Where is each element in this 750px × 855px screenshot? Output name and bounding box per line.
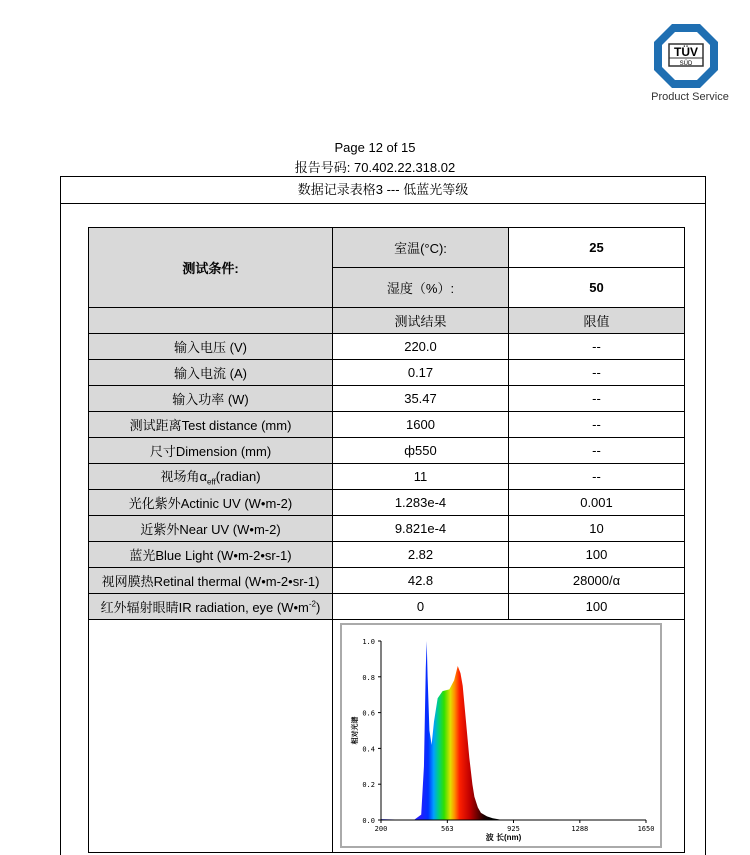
y-tick-label: 0.4 [362, 745, 375, 754]
table-row: 视场角$\alpha_{eff}(radian)$ 11 -- [89, 464, 685, 490]
x-axis-label: 波 长(nm) [485, 833, 522, 842]
col-result: 测试结果 [333, 308, 509, 334]
y-tick-label: 1.0 [362, 638, 375, 646]
table-row: 视网膜热Retinal thermal (W•m-2•sr-1) 42.8 28000/α [89, 568, 685, 594]
table-row: 尺寸Dimension (mm) ф550 -- [89, 438, 685, 464]
table-row: 测试距离Test distance (mm) 1600 -- [89, 412, 685, 438]
y-tick-label: 0.6 [362, 709, 375, 718]
table-row: 输入功率 (W) 35.47 -- [89, 386, 685, 412]
humidity-label: 湿度（%）: [333, 268, 509, 308]
svg-text:SÜD: SÜD [679, 61, 693, 67]
y-axis-label: 相对光谱 [352, 716, 359, 745]
spectrum-chart [333, 620, 673, 852]
x-tick-label: 200 [374, 825, 388, 833]
x-tick-label: 1288 [571, 825, 589, 833]
table-row: 蓝光Blue Light (W•m-2•sr-1) 2.82 100 [89, 542, 685, 568]
table-row: 输入电流 (A) 0.17 -- [89, 360, 685, 386]
tuv-logo [652, 22, 720, 90]
x-tick-label: 1650 [637, 825, 655, 833]
y-tick-label: 0.0 [362, 817, 375, 825]
conditions-label: 测试条件: [89, 228, 333, 308]
table-row: 光化紫外Actinic UV (W•m-2) 1.283e-4 0.001 [89, 490, 685, 516]
page-number: Page 12 of 15 [334, 140, 416, 155]
table-row: 红外辐射眼睛IR radiation, eye $(W•m^{-2})$ 0 100 [89, 594, 685, 620]
frame-title: 数据记录表格3 --- 低蓝光等级 [61, 177, 705, 204]
temp-label: 室温(°C): [333, 228, 509, 268]
table-row: 近紫外Near UV (W•m-2) 9.821e-4 10 [89, 516, 685, 542]
y-tick-label: 0.8 [362, 673, 375, 682]
humidity-value: 50 [509, 268, 685, 308]
x-tick-label: 563 [441, 825, 454, 833]
table-row: 输入电压 (V) 220.0 -- [89, 334, 685, 360]
x-tick-label: 925 [507, 825, 520, 833]
product-service-label: Product Service [651, 91, 729, 103]
y-tick-label: 0.2 [362, 781, 375, 790]
report-number: 报告号码: 70.402.22.318.02 [294, 160, 456, 175]
col-limit: 限值 [509, 308, 685, 334]
temp-value: 25 [509, 228, 685, 268]
svg-text:TÜV: TÜV [674, 45, 698, 59]
test-results-table [88, 227, 685, 853]
